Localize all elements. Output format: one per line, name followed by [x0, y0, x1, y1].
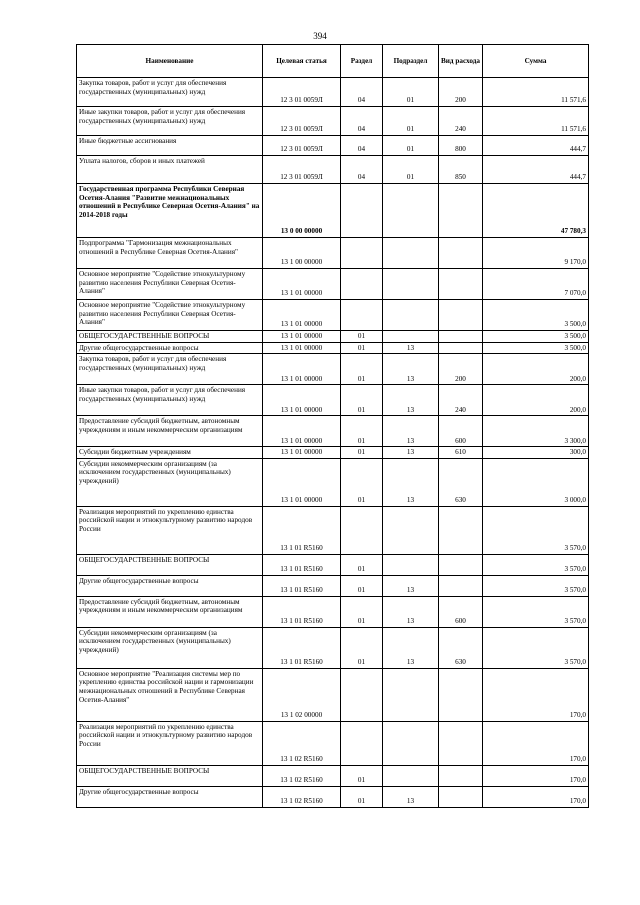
table-row [77, 458, 589, 506]
row-target-item-cell: 13 1 01 R5160 [263, 575, 341, 596]
column-header-expense-type: Вид расхода [439, 45, 483, 78]
row-subsection-cell: 13 [383, 354, 439, 385]
row-name-cell: Закупка товаров, работ и услуг для обеспечения государственных (муниципальных) нужд [77, 78, 263, 107]
row-sum-cell: 3 570,0 [483, 575, 589, 596]
row-section-cell: 01 [341, 765, 383, 786]
table-row [77, 721, 589, 765]
row-name-cell: Основное мероприятие "Содействие этнокультурному развитию населения Республики Северная Осетия-Алания" [77, 269, 263, 300]
row-section-cell: 01 [341, 458, 383, 506]
row-sum-cell: 200,0 [483, 354, 589, 385]
table-row [77, 269, 589, 300]
column-header-name: Наименование [77, 45, 263, 78]
row-name-cell: ОБЩЕГОСУДАРСТВЕННЫЕ ВОПРОСЫ [77, 765, 263, 786]
budget-table [76, 44, 589, 808]
row-target-item-cell: 13 1 02 00000 [263, 668, 341, 721]
row-sum-cell: 200,0 [483, 385, 589, 416]
row-expense-type-cell [439, 668, 483, 721]
row-sum-cell: 11 571,6 [483, 78, 589, 107]
page-number: 394 [313, 31, 327, 41]
row-section-cell: 01 [341, 447, 383, 459]
row-target-item-cell: 13 1 01 R5160 [263, 596, 341, 627]
row-target-item-cell: 13 1 01 00000 [263, 354, 341, 385]
row-subsection-cell [383, 668, 439, 721]
row-target-item-cell: 13 1 01 00000 [263, 331, 341, 343]
table-row [77, 238, 589, 269]
row-subsection-cell [383, 506, 439, 554]
row-name-cell: Иные бюджетные ассигнования [77, 136, 263, 156]
row-section-cell: 01 [341, 554, 383, 575]
row-subsection-cell: 13 [383, 786, 439, 807]
row-target-item-cell: 13 1 02 R5160 [263, 786, 341, 807]
table-row [77, 354, 589, 385]
row-subsection-cell: 01 [383, 78, 439, 107]
table-row [77, 786, 589, 807]
row-name-cell: Закупка товаров, работ и услуг для обеспечения государственных (муниципальных) нужд [77, 354, 263, 385]
row-sum-cell: 300,0 [483, 447, 589, 459]
table-row [77, 136, 589, 156]
table-header-row [77, 45, 589, 78]
row-name-cell: Основное мероприятие "Реализация системы мер по укреплению единства российской нации и гармонизации межнациональных отношений в Республике Северная Осетия-Алания" [77, 668, 263, 721]
row-expense-type-cell: 600 [439, 596, 483, 627]
row-name-cell: Другие общегосударственные вопросы [77, 342, 263, 354]
row-target-item-cell: 13 1 01 00000 [263, 447, 341, 459]
row-section-cell: 01 [341, 596, 383, 627]
row-section-cell: 01 [341, 575, 383, 596]
row-target-item-cell: 13 1 01 00000 [263, 269, 341, 300]
row-expense-type-cell: 200 [439, 354, 483, 385]
row-section-cell [341, 721, 383, 765]
row-target-item-cell: 13 1 00 00000 [263, 238, 341, 269]
row-expense-type-cell [439, 554, 483, 575]
table-row [77, 331, 589, 343]
row-expense-type-cell [439, 184, 483, 238]
row-subsection-cell [383, 554, 439, 575]
row-section-cell [341, 506, 383, 554]
row-target-item-cell: 13 1 01 00000 [263, 300, 341, 331]
row-expense-type-cell: 240 [439, 385, 483, 416]
row-sum-cell: 3 500,0 [483, 342, 589, 354]
row-sum-cell: 444,7 [483, 156, 589, 184]
row-subsection-cell [383, 238, 439, 269]
row-section-cell: 04 [341, 107, 383, 136]
row-subsection-cell: 13 [383, 575, 439, 596]
column-header-section: Раздел [341, 45, 383, 78]
row-name-cell: Основное мероприятие "Содействие этнокультурному развитию населения Республики Северная Осетия-Алания" [77, 300, 263, 331]
row-target-item-cell: 12 3 01 0059Л [263, 78, 341, 107]
row-name-cell: ОБЩЕГОСУДАРСТВЕННЫЕ ВОПРОСЫ [77, 331, 263, 343]
table-row [77, 668, 589, 721]
row-target-item-cell: 12 3 01 0059Л [263, 136, 341, 156]
row-expense-type-cell [439, 575, 483, 596]
row-sum-cell: 3 570,0 [483, 627, 589, 668]
row-sum-cell: 47 780,3 [483, 184, 589, 238]
row-name-cell: Реализация мероприятий по укреплению единства российской нации и этнокультурному развитию народов России [77, 721, 263, 765]
row-name-cell: Субсидии некоммерческим организациям (за исключением государственных (муниципальных) учреждений) [77, 627, 263, 668]
table-row [77, 506, 589, 554]
row-name-cell: Иные закупки товаров, работ и услуг для обеспечения государственных (муниципальных) нужд [77, 385, 263, 416]
row-subsection-cell [383, 300, 439, 331]
row-sum-cell: 3 300,0 [483, 416, 589, 447]
row-expense-type-cell: 850 [439, 156, 483, 184]
row-sum-cell: 444,7 [483, 136, 589, 156]
row-subsection-cell: 01 [383, 107, 439, 136]
row-target-item-cell: 12 3 01 0059Л [263, 107, 341, 136]
row-target-item-cell: 12 3 01 0059Л [263, 156, 341, 184]
row-sum-cell: 11 571,6 [483, 107, 589, 136]
table-row [77, 342, 589, 354]
row-name-cell: Реализация мероприятий по укреплению единства российской нации и этнокультурному развитию народов России [77, 506, 263, 554]
table-row [77, 385, 589, 416]
row-target-item-cell: 13 1 01 R5160 [263, 554, 341, 575]
row-subsection-cell [383, 765, 439, 786]
row-expense-type-cell [439, 506, 483, 554]
row-section-cell: 01 [341, 342, 383, 354]
row-sum-cell: 3 000,0 [483, 458, 589, 506]
table-row [77, 156, 589, 184]
row-sum-cell: 3 500,0 [483, 331, 589, 343]
row-target-item-cell: 13 1 02 R5160 [263, 721, 341, 765]
table-row [77, 78, 589, 107]
row-subsection-cell [383, 721, 439, 765]
row-target-item-cell: 13 1 01 00000 [263, 342, 341, 354]
row-sum-cell: 170,0 [483, 721, 589, 765]
row-name-cell: Подпрограмма "Гармонизация межнациональных отношений в Республике Северная Осетия-Алания" [77, 238, 263, 269]
row-name-cell: Другие общегосударственные вопросы [77, 575, 263, 596]
row-expense-type-cell: 800 [439, 136, 483, 156]
row-target-item-cell: 13 1 01 00000 [263, 458, 341, 506]
row-expense-type-cell [439, 269, 483, 300]
row-expense-type-cell [439, 331, 483, 343]
row-expense-type-cell [439, 342, 483, 354]
row-section-cell: 01 [341, 627, 383, 668]
row-sum-cell: 9 170,0 [483, 238, 589, 269]
row-subsection-cell [383, 269, 439, 300]
row-name-cell: Предоставление субсидий бюджетным, автономным учреждениям и иным некоммерческим организациям [77, 596, 263, 627]
row-sum-cell: 170,0 [483, 765, 589, 786]
row-sum-cell: 3 570,0 [483, 506, 589, 554]
row-section-cell [341, 238, 383, 269]
row-subsection-cell: 13 [383, 342, 439, 354]
table-row [77, 107, 589, 136]
row-expense-type-cell [439, 721, 483, 765]
column-header-subsection: Подраздел [383, 45, 439, 78]
row-section-cell: 04 [341, 78, 383, 107]
row-target-item-cell: 13 0 00 00000 [263, 184, 341, 238]
row-expense-type-cell [439, 300, 483, 331]
row-name-cell: Предоставление субсидий бюджетным, автономным учреждениям и иным некоммерческим организациям [77, 416, 263, 447]
row-name-cell: Уплата налогов, сборов и иных платежей [77, 156, 263, 184]
row-section-cell: 04 [341, 156, 383, 184]
row-name-cell: Другие общегосударственные вопросы [77, 786, 263, 807]
table-row [77, 184, 589, 238]
row-name-cell: ОБЩЕГОСУДАРСТВЕННЫЕ ВОПРОСЫ [77, 554, 263, 575]
row-sum-cell: 170,0 [483, 668, 589, 721]
row-subsection-cell: 13 [383, 416, 439, 447]
row-section-cell: 01 [341, 354, 383, 385]
row-subsection-cell: 13 [383, 627, 439, 668]
row-target-item-cell: 13 1 02 R5160 [263, 765, 341, 786]
row-target-item-cell: 13 1 01 R5160 [263, 506, 341, 554]
column-header-target-item: Целевая статья [263, 45, 341, 78]
row-expense-type-cell [439, 238, 483, 269]
row-expense-type-cell [439, 765, 483, 786]
table-row [77, 416, 589, 447]
row-target-item-cell: 13 1 01 R5160 [263, 627, 341, 668]
row-section-cell: 01 [341, 786, 383, 807]
table-row [77, 300, 589, 331]
table-row [77, 575, 589, 596]
row-section-cell [341, 668, 383, 721]
row-sum-cell: 3 570,0 [483, 554, 589, 575]
row-subsection-cell: 01 [383, 156, 439, 184]
row-expense-type-cell: 200 [439, 78, 483, 107]
row-expense-type-cell: 630 [439, 458, 483, 506]
row-section-cell: 01 [341, 331, 383, 343]
row-target-item-cell: 13 1 01 00000 [263, 416, 341, 447]
row-expense-type-cell: 600 [439, 416, 483, 447]
table-row [77, 765, 589, 786]
row-sum-cell: 170,0 [483, 786, 589, 807]
row-name-cell: Субсидии некоммерческим организациям (за исключением государственных (муниципальных) учреждений) [77, 458, 263, 506]
row-expense-type-cell: 630 [439, 627, 483, 668]
row-subsection-cell: 13 [383, 458, 439, 506]
row-section-cell [341, 184, 383, 238]
table-row [77, 554, 589, 575]
row-section-cell: 04 [341, 136, 383, 156]
row-section-cell: 01 [341, 385, 383, 416]
row-subsection-cell: 13 [383, 596, 439, 627]
row-sum-cell: 7 070,0 [483, 269, 589, 300]
row-section-cell: 01 [341, 416, 383, 447]
column-header-sum: Сумма [483, 45, 589, 78]
table-body [77, 78, 589, 808]
row-name-cell: Субсидии бюджетным учреждениям [77, 447, 263, 459]
table-row [77, 596, 589, 627]
row-subsection-cell [383, 331, 439, 343]
row-section-cell [341, 300, 383, 331]
row-expense-type-cell: 610 [439, 447, 483, 459]
row-sum-cell: 3 570,0 [483, 596, 589, 627]
row-subsection-cell: 13 [383, 447, 439, 459]
row-name-cell: Государственная программа Республики Северная Осетия-Алания "Развитие межнациональных отношений в Республике Северная Осетия-Алания" на 2014-2018 годы [77, 184, 263, 238]
row-subsection-cell: 01 [383, 136, 439, 156]
table-row [77, 447, 589, 459]
row-subsection-cell [383, 184, 439, 238]
row-subsection-cell: 13 [383, 385, 439, 416]
row-expense-type-cell: 240 [439, 107, 483, 136]
row-name-cell: Иные закупки товаров, работ и услуг для обеспечения государственных (муниципальных) нужд [77, 107, 263, 136]
table-row [77, 627, 589, 668]
row-section-cell [341, 269, 383, 300]
row-target-item-cell: 13 1 01 00000 [263, 385, 341, 416]
row-sum-cell: 3 500,0 [483, 300, 589, 331]
row-expense-type-cell [439, 786, 483, 807]
